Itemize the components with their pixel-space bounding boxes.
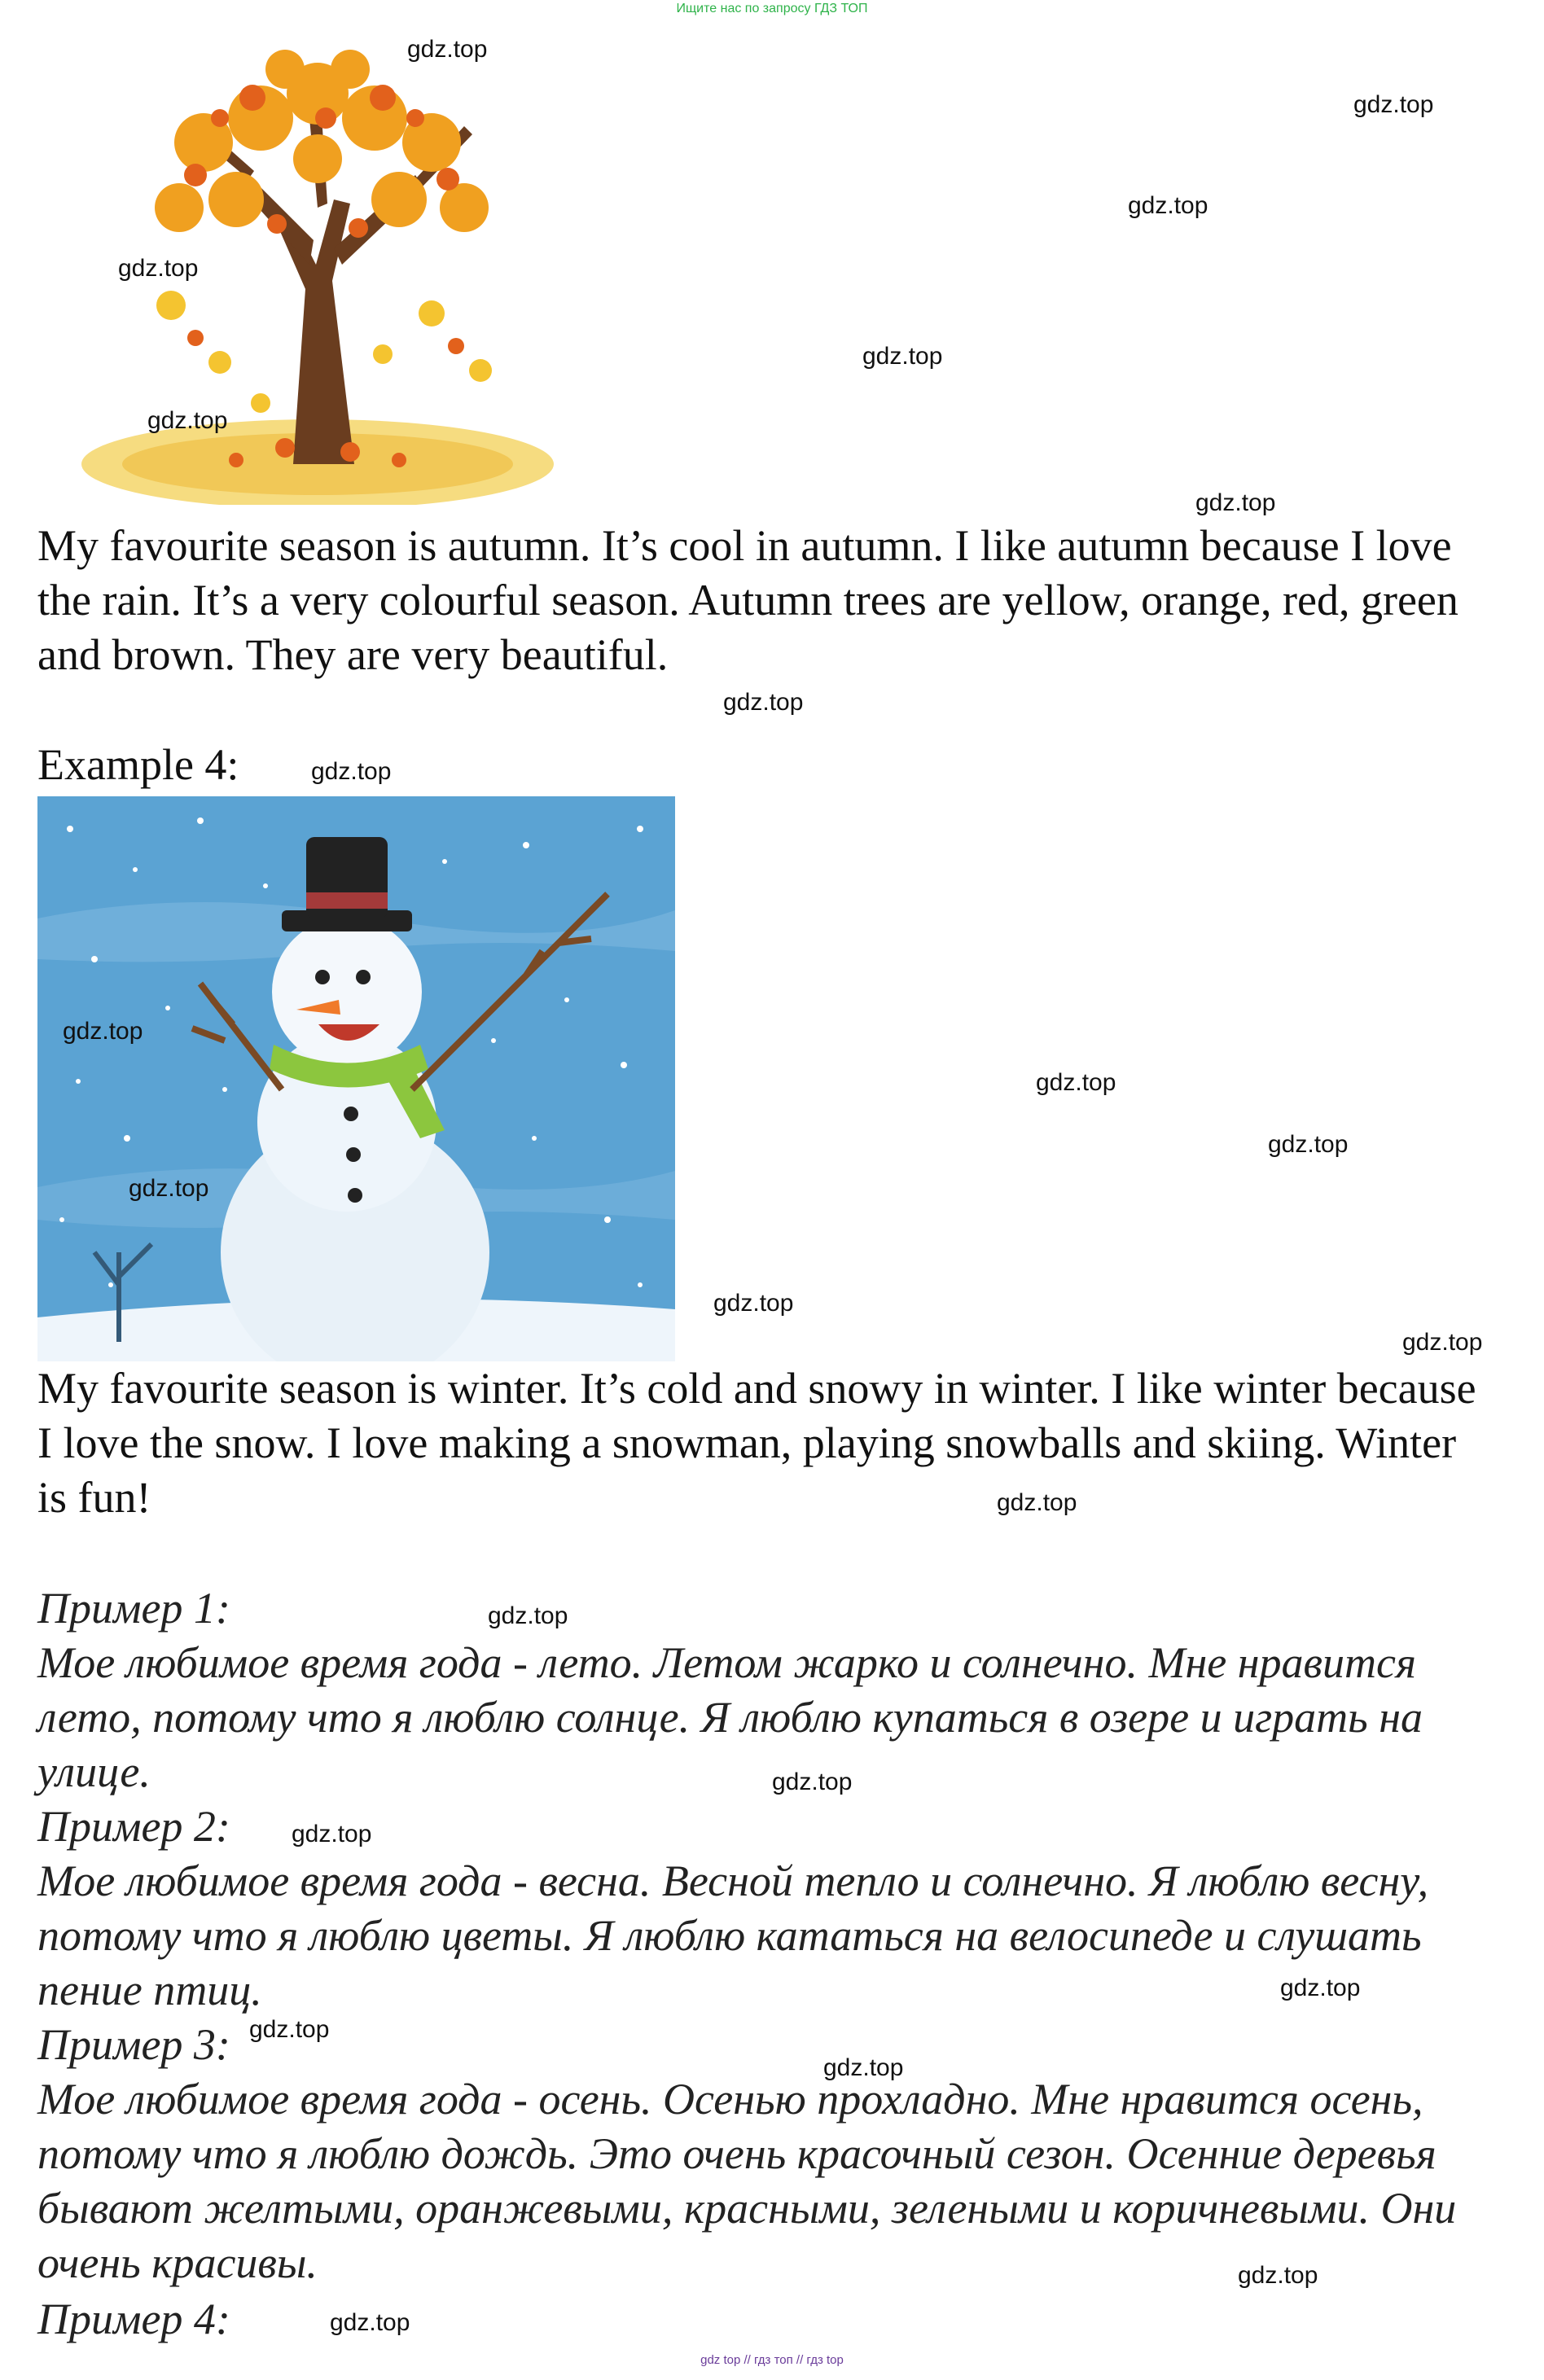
ru-example-4-heading: Пример 4: [37,2295,230,2343]
ru-example-3-heading: Пример 3: [37,2020,230,2069]
ru-example-2-heading: Пример 2: [37,1802,230,1851]
watermark: gdz.top [1238,2262,1318,2289]
ru-example-1-heading: Пример 1: [37,1584,230,1633]
watermark: gdz.top [862,343,943,370]
watermark: gdz.top [330,2309,410,2336]
watermark: gdz.top [723,689,804,716]
watermark: gdz.top [823,2054,904,2081]
watermark: gdz.top [1268,1131,1349,1158]
watermark: gdz.top [118,255,199,282]
watermark: gdz.top [1128,192,1208,219]
watermark: gdz.top [249,2016,330,2043]
top-banner[interactable]: Ищите нас по запросу ГДЗ ТОП [676,2,868,15]
watermark: gdz.top [772,1769,853,1795]
watermark: gdz.top [1353,91,1434,118]
winter-paragraph: My favourite season is winter. It’s cold and snowy in winter. I like winter because I love the snow. I love making a snowman, playing snowballs and skiing. Winter is fun! [37,1364,1476,1522]
example-4-heading: Example 4: [37,740,239,789]
watermark: gdz.top [488,1602,568,1629]
watermark: gdz.top [407,36,488,63]
watermark: gdz.top [997,1489,1077,1516]
ru-example-2-text: Мое любимое время года - весна. Весной тепло и солнечно. Я люблю весну, потому что я люблю цветы. Я люблю кататься на велосипеде и слушать пение птиц. [37,1856,1429,2014]
ru-example-3-text: Мое любимое время года - осень. Осенью прохладно. Мне нравится осень, потому что я люблю дождь. Это очень красочный сезон. Осенние деревья бывают желтыми, оранжевыми, красными, зелеными и коричневыми. Они очень красивы. [37,2075,1457,2287]
watermark: gdz.top [1195,489,1276,516]
watermark: gdz.top [311,758,392,785]
watermark: gdz.top [63,1018,143,1045]
watermark: gdz.top [129,1175,209,1202]
watermark: gdz.top [147,407,228,434]
ru-example-1-text: Мое любимое время года - лето. Летом жарко и солнечно. Мне нравится лето, потому что я люблю солнце. Я люблю купаться в озере и играть на улице. [37,1638,1423,1796]
watermark: gdz.top [1036,1069,1116,1096]
snowman-image [37,796,675,1361]
watermark: gdz.top [1280,1975,1361,2001]
watermark: gdz.top [1402,1329,1483,1356]
watermark: gdz.top [713,1290,794,1317]
autumn-paragraph: My favourite season is autumn. It’s cool in autumn. I like autumn because I love the rain. It’s a very colourful season. Autumn trees are yellow, orange, red, green and brown. They are very beautiful. [37,521,1458,679]
watermark: gdz.top [292,1821,372,1847]
footer-links[interactable]: gdz top // гдз топ // гдз top [700,2353,844,2367]
